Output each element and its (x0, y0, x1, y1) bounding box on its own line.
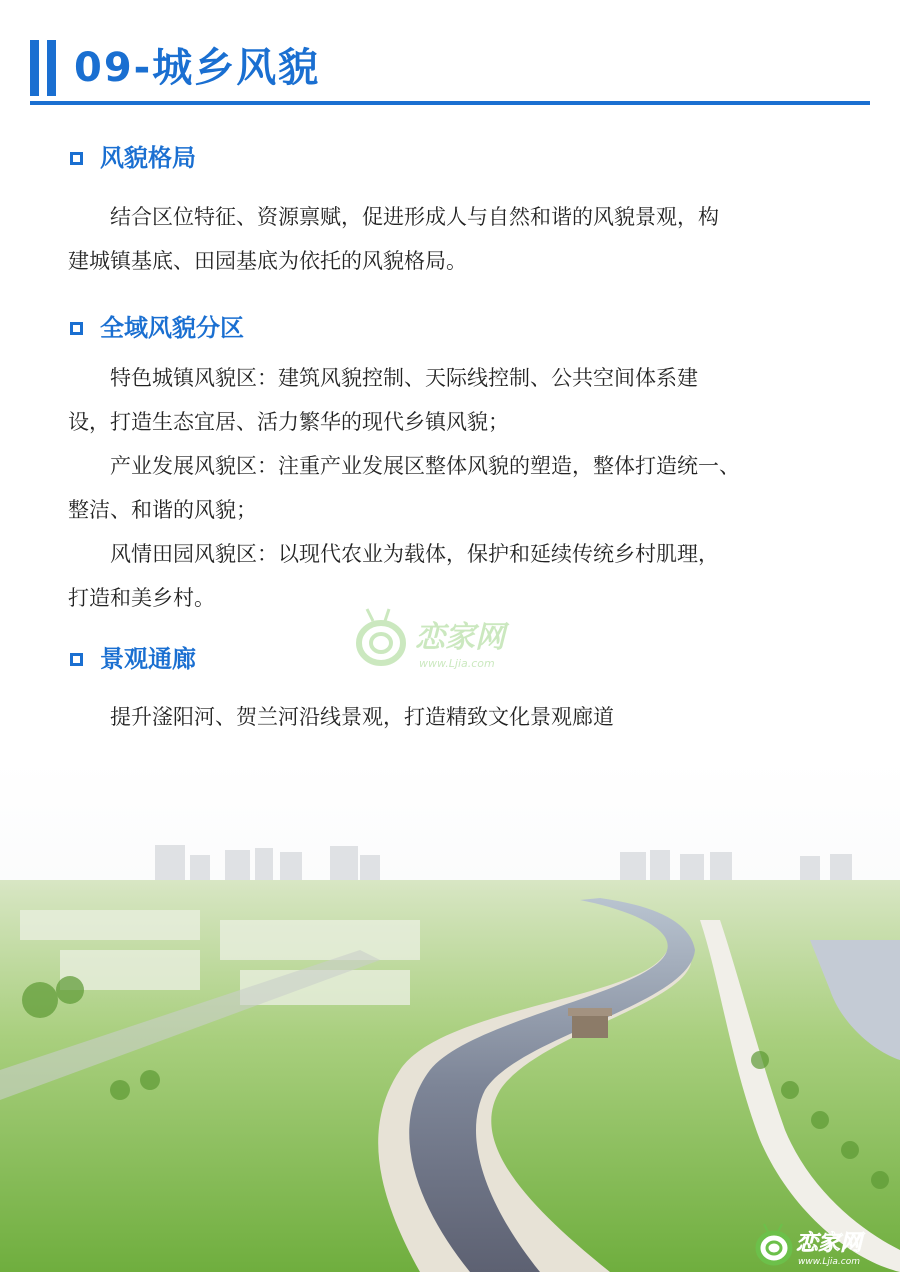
section-paragraph (68, 695, 614, 739)
section-title: 景观通廊 (100, 645, 196, 673)
watermark-logo-icon (345, 605, 545, 675)
page-title: 09-城乡风貌 (74, 45, 321, 91)
title-underline (30, 101, 870, 105)
title-accent-bar (30, 40, 39, 96)
text-line: 打造和美乡村。 (68, 586, 215, 610)
text-line: 建城镇基底、田园基底为依托的风貌格局。 (68, 249, 467, 273)
title-accent-bar (47, 40, 56, 96)
square-bullet-icon (70, 152, 83, 165)
text-line: 结合区位特征、资源禀赋，促进形成人与自然和谐的风貌景观，构 (68, 205, 719, 229)
river-landscape-photo (0, 760, 900, 1272)
page-header (0, 0, 900, 110)
corner-watermark-brand: 恋家网 (796, 1231, 863, 1256)
text-line: 产业发展风貌区：注重产业发展区整体风貌的塑造，整体打造统一、 (68, 454, 740, 478)
section-heading-landscape-zones (70, 313, 244, 343)
text-line: 设，打造生态宜居、活力繁华的现代乡镇风貌； (68, 410, 509, 434)
text-line: 特色城镇风貌区：建筑风貌控制、天际线控制、公共空间体系建 (68, 366, 698, 390)
square-bullet-icon (70, 322, 83, 335)
watermark-url: www.Ljia.com (419, 657, 495, 670)
text-line: 风情田园风貌区：以现代农业为载体，保护和延续传统乡村肌理， (68, 542, 719, 566)
corner-watermark-url: www.Ljia.com (798, 1257, 860, 1267)
text-line: 提升滏阳河、贺兰河沿线景观，打造精致文化景观廊道 (68, 705, 614, 729)
square-bullet-icon (70, 653, 83, 666)
section-paragraph (68, 195, 719, 283)
section-heading-view-corridor (70, 644, 196, 674)
section-title: 全域风貌分区 (100, 314, 244, 342)
section-paragraph (68, 356, 740, 620)
section-heading-landscape-pattern (70, 143, 196, 173)
watermark-brand: 恋家网 (415, 620, 505, 655)
text-line: 整洁、和谐的风貌； (68, 498, 257, 522)
corner-watermark-logo-icon (752, 1222, 892, 1268)
section-title: 风貌格局 (100, 144, 196, 172)
